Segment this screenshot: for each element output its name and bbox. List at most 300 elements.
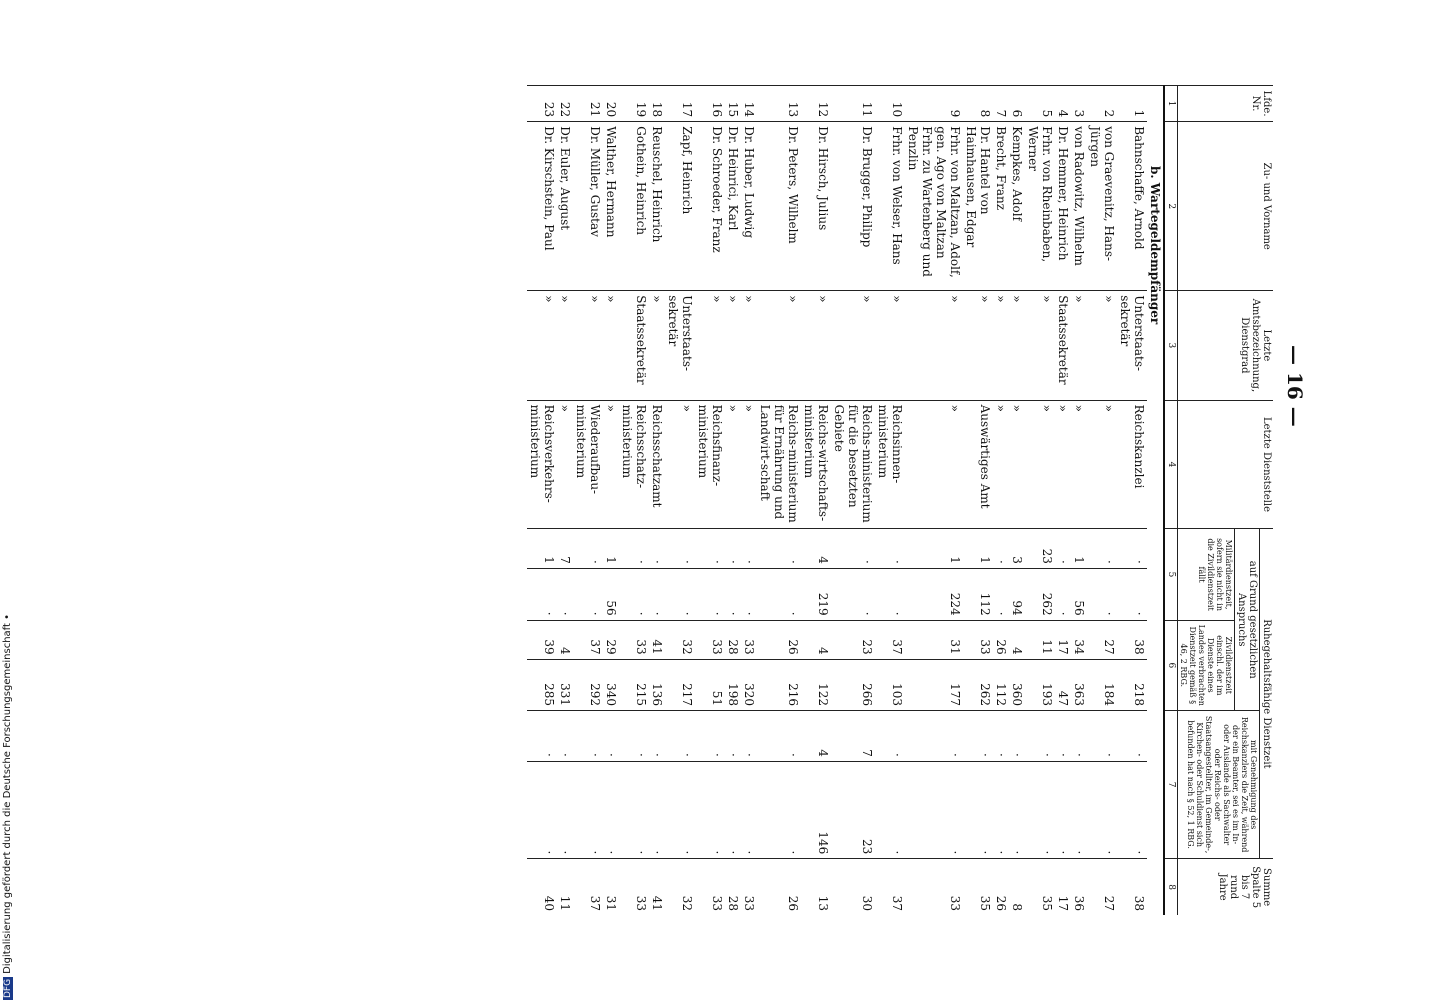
- table-cell: ·: [527, 761, 557, 858]
- table-row: [603, 86, 619, 916]
- table-row: [1087, 86, 1117, 916]
- column-number: 6: [1164, 620, 1178, 710]
- table-cell: ·: [1071, 711, 1087, 762]
- table-cell: ·: [649, 568, 665, 620]
- page-number: — 16 —: [1283, 345, 1307, 427]
- table-cell: von Graevenitz, Hans-Jürgen: [1087, 122, 1117, 291]
- table-cell: 21: [573, 86, 603, 122]
- table-cell: ·: [649, 711, 665, 762]
- col-header-title: Letzte Amtsbezeichnung, Dienstgrad: [1178, 291, 1274, 400]
- table-cell: Reichskanzlei: [1117, 400, 1147, 529]
- table-cell: 7: [831, 711, 875, 762]
- column-number-row: [1164, 86, 1178, 916]
- table-cell: ·: [725, 529, 741, 568]
- table-cell: »: [905, 400, 963, 529]
- table-cell: 10: [875, 86, 905, 122]
- table-cell: ·: [695, 568, 725, 620]
- table-cell: ·: [831, 529, 875, 568]
- table-cell: Brecht, Franz: [993, 122, 1009, 291]
- table-row: [619, 86, 649, 916]
- table-cell: 28: [725, 620, 741, 659]
- table-cell: ·: [557, 761, 573, 858]
- table-cell: 38: [1117, 620, 1147, 659]
- table-row: [993, 86, 1009, 916]
- table-cell: ·: [1009, 711, 1025, 762]
- table-cell: »: [831, 291, 875, 400]
- table-cell: 8: [1009, 859, 1025, 915]
- digitization-note: [2, 614, 13, 1000]
- table-cell: »: [557, 400, 573, 529]
- table-cell: 31: [603, 859, 619, 915]
- table-cell: 7: [993, 86, 1009, 122]
- table-cell: 26: [993, 620, 1009, 659]
- table-cell: 363: [1071, 659, 1087, 710]
- table-cell: ·: [725, 711, 741, 762]
- table-cell: »: [993, 400, 1009, 529]
- table-cell: 285: [527, 659, 557, 710]
- table-cell: ·: [875, 761, 905, 858]
- table-cell: Walther, Hermann: [603, 122, 619, 291]
- table-cell: ·: [619, 568, 649, 620]
- table-cell: 37: [573, 859, 603, 915]
- table-cell: 33: [963, 620, 993, 659]
- table-cell: 33: [695, 620, 725, 659]
- table-cell: ·: [1117, 711, 1147, 762]
- table-cell: 3: [1071, 86, 1087, 122]
- table-row: [757, 86, 801, 916]
- table-cell: »: [1071, 291, 1087, 400]
- table-cell: Reichs-ministerium für Ernährung und Landwirt-schaft: [757, 400, 801, 529]
- table-cell: 4: [801, 529, 831, 568]
- table-cell: 26: [757, 620, 801, 659]
- table-cell: 360: [1009, 659, 1025, 710]
- table-cell: Reuschel, Heinrich: [649, 122, 665, 291]
- table-cell: Frhr. von Rheinbaben, Werner: [1025, 122, 1055, 291]
- col-header-c5: Militärdienstzeit, sofern sie nicht in die Zivildienstzeit fällt: [1178, 529, 1235, 620]
- table-cell: Auswärtiges Amt: [963, 400, 993, 529]
- table-cell: 23: [527, 86, 557, 122]
- rotated-table-page: [127, 85, 1307, 915]
- table-cell: ·: [557, 711, 573, 762]
- table-cell: 37: [875, 859, 905, 915]
- table-cell: ·: [875, 711, 905, 762]
- section-row: [1147, 86, 1164, 916]
- table-row: [905, 86, 963, 916]
- table-cell: ·: [1087, 711, 1117, 762]
- table-cell: ·: [695, 761, 725, 858]
- table-cell: »: [573, 291, 603, 400]
- column-number: 7: [1164, 711, 1178, 859]
- table-cell: 33: [619, 859, 649, 915]
- table-cell: Kempkes, Adolf: [1009, 122, 1025, 291]
- column-number: 5: [1164, 529, 1178, 620]
- table-cell: »: [649, 291, 665, 400]
- table-cell: 37: [573, 620, 603, 659]
- table-cell: 33: [695, 859, 725, 915]
- table-cell: 4: [1009, 620, 1025, 659]
- table-cell: ·: [1117, 529, 1147, 568]
- table-cell: 7: [557, 529, 573, 568]
- table-cell: ·: [1025, 761, 1055, 858]
- table-cell: ·: [993, 711, 1009, 762]
- table-cell: »: [993, 291, 1009, 400]
- table-cell: Wiederaufbau-ministerium: [573, 400, 603, 529]
- table-cell: ·: [527, 568, 557, 620]
- table-cell: ·: [757, 711, 801, 762]
- table-cell: 13: [801, 859, 831, 915]
- table-cell: 8: [963, 86, 993, 122]
- col-header-c7: mit Genehmigung des Reichskanzlers die Zeit, während der ein Beamter, sei es im In- oder Auslande als Sachwalter oder Reichs- oder Staatsangestellter, im Gemeinde-, Kirchen- oder Schuldienst sich befunden hat nach § 52, 1 RBG.: [1178, 711, 1260, 859]
- table-cell: Dr. Kirschstein, Paul: [527, 122, 557, 291]
- table-cell: Dr. Hantel von Haimhausen, Edgar: [963, 122, 993, 291]
- table-cell: ·: [1117, 761, 1147, 858]
- table-cell: Dr. Hemmer, Heinrich: [1055, 122, 1071, 291]
- table-row: [557, 86, 573, 916]
- table-cell: »: [741, 291, 757, 400]
- table-cell: »: [905, 291, 963, 400]
- table-row: [649, 86, 665, 916]
- table-row: [963, 86, 993, 916]
- table-cell: 4: [1055, 86, 1071, 122]
- table-cell: ·: [573, 761, 603, 858]
- table-cell: ·: [649, 529, 665, 568]
- table-cell: 112: [993, 659, 1009, 710]
- table-cell: ·: [725, 761, 741, 858]
- table-cell: 9: [905, 86, 963, 122]
- table-cell: Zapf, Heinrich: [665, 122, 695, 291]
- table-cell: ·: [573, 529, 603, 568]
- table-row: [1117, 86, 1147, 916]
- table-cell: ·: [1025, 711, 1055, 762]
- table-cell: »: [875, 291, 905, 400]
- column-number: 1: [1164, 86, 1178, 122]
- table-row: [831, 86, 875, 916]
- table-cell: 32: [665, 620, 695, 659]
- table-cell: ·: [695, 711, 725, 762]
- table-cell: Reichsinnen-ministerium: [875, 400, 905, 529]
- table-cell: 1: [905, 529, 963, 568]
- table-row: [573, 86, 603, 916]
- table-cell: Unterstaats-sekretär: [1117, 291, 1147, 400]
- column-number: 8: [1164, 859, 1178, 915]
- table-cell: ·: [905, 761, 963, 858]
- table-cell: »: [695, 291, 725, 400]
- table-cell: Reichsfinanz-ministerium: [695, 400, 725, 529]
- table-cell: ·: [741, 529, 757, 568]
- table-cell: 51: [695, 659, 725, 710]
- table-cell: 215: [619, 659, 649, 710]
- table-cell: Reichsschatzamt: [649, 400, 665, 529]
- table-cell: »: [741, 400, 757, 529]
- table-cell: Dr. Schroeder, Franz: [695, 122, 725, 291]
- section-heading: b. Wartegeldempfänger: [1147, 86, 1164, 916]
- table-cell: 12: [801, 86, 831, 122]
- table-cell: Dr. Müller, Gustav: [573, 122, 603, 291]
- table-cell: 1: [527, 529, 557, 568]
- table-cell: 112: [963, 568, 993, 620]
- service-time-table: [527, 85, 1273, 915]
- table-cell: 1: [963, 529, 993, 568]
- table-cell: ·: [993, 529, 1009, 568]
- table-cell: »: [527, 291, 557, 400]
- table-cell: ·: [665, 711, 695, 762]
- table-cell: ·: [619, 761, 649, 858]
- table-cell: ·: [649, 761, 665, 858]
- table-cell: 1: [1117, 86, 1147, 122]
- table-cell: 4: [557, 620, 573, 659]
- table-cell: 11: [1025, 620, 1055, 659]
- table-cell: »: [725, 400, 741, 529]
- col-header-sub: auf Grund gesetzlichen Anspruchs: [1235, 529, 1260, 711]
- column-number: 4: [1164, 400, 1178, 529]
- column-number: 2: [1164, 122, 1178, 291]
- table-cell: ·: [725, 568, 741, 620]
- table-cell: 19: [619, 86, 649, 122]
- table-cell: 2: [1087, 86, 1117, 122]
- col-header-sum: Summe Spalte 5 bis 7 rund Jahre: [1178, 859, 1274, 915]
- table-row: [725, 86, 741, 916]
- table-cell: Dr. Huber, Ludwig: [741, 122, 757, 291]
- table-cell: ·: [757, 568, 801, 620]
- table-cell: 35: [963, 859, 993, 915]
- table-cell: ·: [665, 529, 695, 568]
- table-cell: Reichsschatz-ministerium: [619, 400, 649, 529]
- table-cell: 217: [665, 659, 695, 710]
- table-cell: ·: [875, 568, 905, 620]
- table-cell: »: [603, 400, 619, 529]
- table-cell: von Radowitz, Wilhelm: [1071, 122, 1087, 291]
- table-cell: »: [603, 291, 619, 400]
- table-cell: »: [557, 291, 573, 400]
- table-cell: »: [1025, 400, 1055, 529]
- col-header-c6: Zivildienstzeit einschl. der im Dienste eines Landes verbrachten Dienstzeit gemäß § 46, 2 RBG.: [1178, 620, 1235, 710]
- table-cell: Dr. Euler, August: [557, 122, 573, 291]
- table-cell: 218: [1117, 659, 1147, 710]
- table-cell: 193: [1025, 659, 1055, 710]
- table-cell: ·: [1087, 761, 1117, 858]
- table-cell: 11: [831, 86, 875, 122]
- table-cell: Reichs-wirtschafts-ministerium: [801, 400, 831, 529]
- table-cell: 28: [725, 859, 741, 915]
- table-row: [875, 86, 905, 916]
- table-cell: 224: [905, 568, 963, 620]
- table-cell: »: [757, 291, 801, 400]
- table-cell: ·: [993, 761, 1009, 858]
- table-cell: Staatssekretär: [619, 291, 649, 400]
- table-cell: »: [1071, 400, 1087, 529]
- table-cell: ·: [1071, 761, 1087, 858]
- table-cell: ·: [603, 711, 619, 762]
- table-cell: »: [665, 400, 695, 529]
- table-cell: 33: [905, 859, 963, 915]
- table-cell: 36: [1071, 859, 1087, 915]
- table-cell: »: [1055, 400, 1071, 529]
- table-cell: 3: [1009, 529, 1025, 568]
- table-cell: 146: [801, 761, 831, 858]
- table-row: [695, 86, 725, 916]
- table-cell: 39: [527, 620, 557, 659]
- table-cell: Bahnschaffe, Arnold: [1117, 122, 1147, 291]
- table-cell: Dr. Peters, Wilhelm: [757, 122, 801, 291]
- table-cell: ·: [963, 761, 993, 858]
- table-cell: 262: [963, 659, 993, 710]
- table-cell: 262: [1025, 568, 1055, 620]
- table-cell: 27: [1087, 620, 1117, 659]
- table-cell: 13: [757, 86, 801, 122]
- table-cell: 26: [757, 859, 801, 915]
- col-header-office: Letzte Dienststelle: [1178, 400, 1274, 529]
- table-cell: 33: [741, 620, 757, 659]
- table-cell: ·: [1055, 761, 1071, 858]
- table-cell: Reichs-ministerium für die besetzten Gebiete: [831, 400, 875, 529]
- table-cell: ·: [1087, 529, 1117, 568]
- table-cell: 30: [831, 859, 875, 915]
- table-cell: ·: [557, 568, 573, 620]
- table-cell: ·: [1009, 761, 1025, 858]
- table-cell: ·: [993, 568, 1009, 620]
- table-cell: 23: [831, 761, 875, 858]
- table-cell: 94: [1009, 568, 1025, 620]
- table-cell: 4: [801, 620, 831, 659]
- table-cell: »: [1087, 400, 1117, 529]
- table-cell: 32: [665, 859, 695, 915]
- table-cell: ·: [757, 761, 801, 858]
- table-cell: Frhr. von Maltzan, Adolf, gen. Ago von Maltzan Frhr. zu Wartenberg und Penzlin: [905, 122, 963, 291]
- table-cell: 41: [649, 620, 665, 659]
- table-row: [527, 86, 557, 916]
- table-cell: 177: [905, 659, 963, 710]
- table-cell: 340: [603, 659, 619, 710]
- table-cell: »: [1087, 291, 1117, 400]
- table-cell: ·: [619, 711, 649, 762]
- table-cell: 41: [649, 859, 665, 915]
- table-cell: Gothein, Heinrich: [619, 122, 649, 291]
- table-cell: »: [725, 291, 741, 400]
- table-cell: 22: [557, 86, 573, 122]
- table-cell: 11: [557, 859, 573, 915]
- table-cell: 33: [741, 859, 757, 915]
- column-number: 3: [1164, 291, 1178, 400]
- table-row: [1025, 86, 1055, 916]
- table-cell: ·: [875, 529, 905, 568]
- table-cell: ·: [1055, 711, 1071, 762]
- table-cell: 29: [603, 620, 619, 659]
- table-cell: 136: [649, 659, 665, 710]
- table-cell: 17: [1055, 859, 1071, 915]
- table-cell: ·: [963, 711, 993, 762]
- table-cell: 266: [831, 659, 875, 710]
- digitization-text: Digitalisierung gefördert durch die Deutsche Forschungsgemeinschaft •: [2, 613, 13, 974]
- table-cell: 56: [603, 568, 619, 620]
- table-cell: ·: [741, 568, 757, 620]
- table-cell: Frhr. von Welser, Hans: [875, 122, 905, 291]
- table-cell: 17: [1055, 620, 1071, 659]
- table-cell: ·: [905, 711, 963, 762]
- table-cell: 56: [1071, 568, 1087, 620]
- table-cell: ·: [573, 568, 603, 620]
- table-cell: Unterstaats-sekretär: [665, 291, 695, 400]
- table-cell: ·: [603, 761, 619, 858]
- table-cell: ·: [741, 761, 757, 858]
- table-cell: 20: [603, 86, 619, 122]
- table-cell: ·: [1055, 529, 1071, 568]
- table-cell: 38: [1117, 859, 1147, 915]
- col-header-group: Ruhegehaltsfähige Dienstzeit: [1260, 529, 1274, 859]
- table-cell: Dr. Heinrici, Karl: [725, 122, 741, 291]
- table-cell: 33: [619, 620, 649, 659]
- table-cell: 103: [875, 659, 905, 710]
- table-cell: 31: [905, 620, 963, 659]
- table-cell: ·: [757, 529, 801, 568]
- table-cell: 14: [741, 86, 757, 122]
- dfg-logo: DFG: [3, 978, 13, 998]
- table-cell: 198: [725, 659, 741, 710]
- table-row: [665, 86, 695, 916]
- table-cell: ·: [695, 529, 725, 568]
- table-cell: »: [1009, 291, 1025, 400]
- table-cell: 320: [741, 659, 757, 710]
- table-cell: 216: [757, 659, 801, 710]
- table-cell: 47: [1055, 659, 1071, 710]
- table-cell: 184: [1087, 659, 1117, 710]
- table-cell: ·: [1055, 568, 1071, 620]
- table-cell: 37: [875, 620, 905, 659]
- table-row: [1009, 86, 1025, 916]
- table-cell: 1: [1071, 529, 1087, 568]
- table-cell: ·: [573, 711, 603, 762]
- table-cell: ·: [665, 761, 695, 858]
- table-cell: 292: [573, 659, 603, 710]
- table-cell: 122: [801, 659, 831, 710]
- table-cell: 331: [557, 659, 573, 710]
- table-cell: ·: [741, 711, 757, 762]
- table-row: [1071, 86, 1087, 916]
- table-cell: ·: [619, 529, 649, 568]
- table-row: [1055, 86, 1071, 916]
- col-header-name: Zu- und Vorname: [1178, 122, 1274, 291]
- table-cell: 27: [1087, 859, 1117, 915]
- table-cell: »: [801, 291, 831, 400]
- table-cell: Dr. Hirsch, Julius: [801, 122, 831, 291]
- table-cell: 5: [1025, 86, 1055, 122]
- table-cell: 26: [993, 859, 1009, 915]
- table-cell: 15: [725, 86, 741, 122]
- table-cell: 6: [1009, 86, 1025, 122]
- table-cell: 23: [1025, 529, 1055, 568]
- table-cell: 4: [801, 711, 831, 762]
- table-cell: ·: [1087, 568, 1117, 620]
- table-cell: 16: [695, 86, 725, 122]
- table-cell: »: [1025, 291, 1055, 400]
- table-cell: Dr. Brugger, Philipp: [831, 122, 875, 291]
- table-cell: 18: [649, 86, 665, 122]
- table-cell: 23: [831, 620, 875, 659]
- table-cell: 40: [527, 859, 557, 915]
- table-cell: 219: [801, 568, 831, 620]
- table-cell: »: [963, 291, 993, 400]
- table-cell: ·: [1117, 568, 1147, 620]
- table-row: [801, 86, 831, 916]
- table-cell: 17: [665, 86, 695, 122]
- table-row: [741, 86, 757, 916]
- col-header-nr: Lfde. Nr.: [1178, 86, 1274, 122]
- table-cell: 34: [1071, 620, 1087, 659]
- table-cell: ·: [831, 568, 875, 620]
- table-body: [527, 86, 1164, 916]
- table-cell: 35: [1025, 859, 1055, 915]
- table-cell: Reichsverkehrs-ministerium: [527, 400, 557, 529]
- table-cell: ·: [665, 568, 695, 620]
